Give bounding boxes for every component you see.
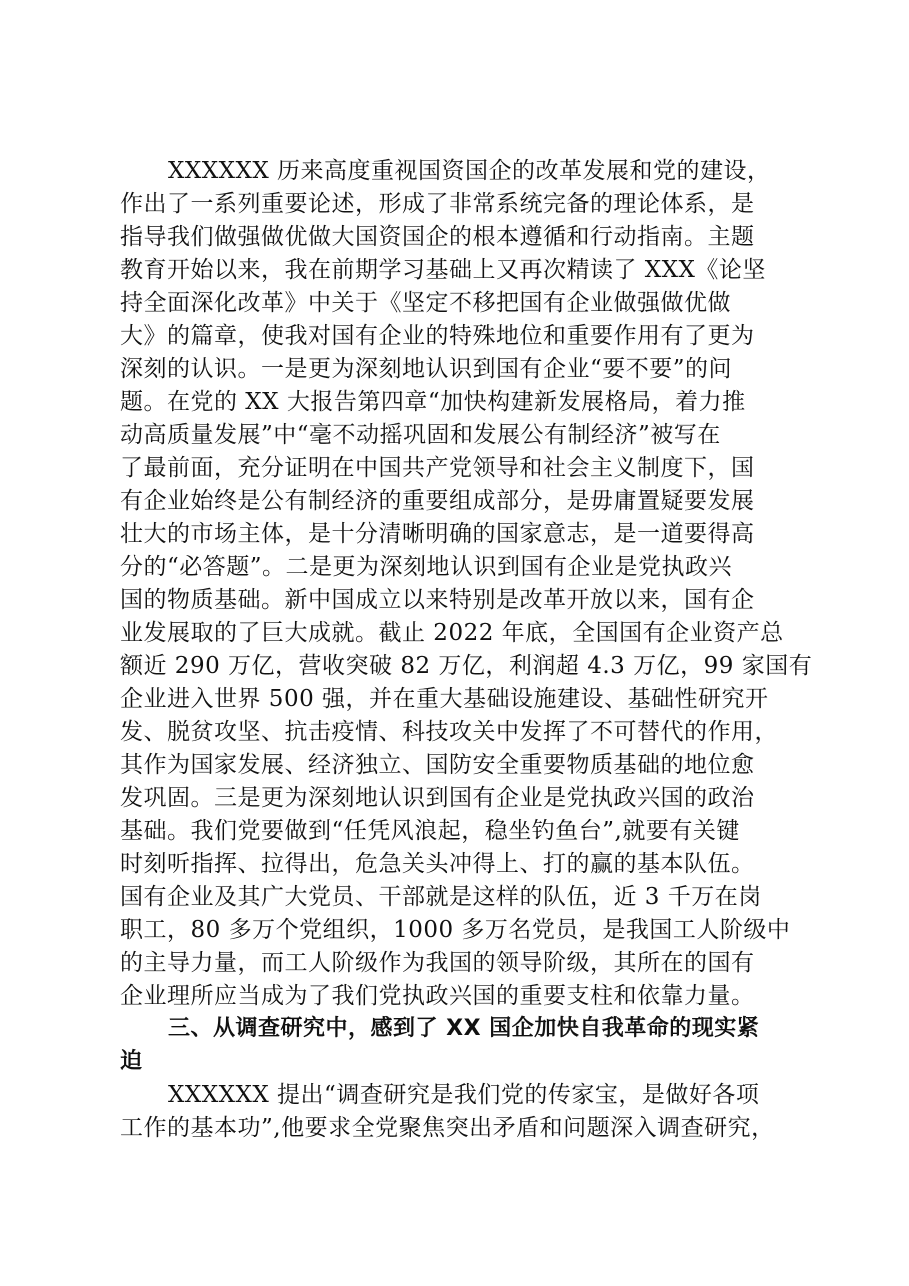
paragraph-1-line: 企业理所应当成为了我们党执政兴国的重要支柱和依靠力量。 [120,983,755,1009]
paragraph-1-line: 职工，80 多万个党组织，1000 多万名党员，是我国工人阶级中 [120,917,791,943]
paragraph-1-line: 持全面深化改革》中关于《坚定不移把国有企业做强做优做 [120,290,731,316]
paragraph-1-line: 大》的篇章，使我对国有企业的特殊地位和重要作用有了更为 [120,323,755,349]
paragraph-1-line: 指导我们做强做优做大国资国企的根本遵循和行动指南。主题 [120,224,755,250]
paragraph-1-line: 国的物质基础。新中国成立以来特别是改革开放以来，国有企 [120,587,755,613]
paragraph-1-line: 发巩固。三是更为深刻地认识到国有企业是党执政兴国的政治 [120,785,755,811]
paragraph-1-line: 作出了一系列重要论述，形成了非常系统完备的理论体系，是 [120,191,755,217]
paragraph-1-line: 额近 290 万亿，营收突破 82 万亿，利润超 4.3 万亿，99 家国有 [120,653,813,679]
paragraph-1-line: 有企业始终是公有制经济的重要组成部分，是毋庸置疑要发展 [120,488,755,514]
paragraph-1-line: 其作为国家发展、经济独立、国防安全重要物质基础的地位愈 [120,752,755,778]
paragraph-1-line: 时刻听指挥、拉得出，危急关头冲得上、打的赢的基本队伍。 [120,851,755,877]
paragraph-1-line: 国有企业及其广大党员、干部就是这样的队伍，近 3 千万在岗 [120,884,762,910]
paragraph-1-line: 深刻的认识。一是更为深刻地认识到国有企业“要不要”的问 [120,356,733,382]
section-heading-line: 三、从调查研究中，感到了 XX 国企加快自我革命的现实紧 [168,1016,760,1041]
paragraph-1-line: 动高质量发展”中“毫不动摇巩固和发展公有制经济”被写在 [120,422,721,448]
paragraph-1-line: 教育开始以来，我在前期学习基础上又再次精读了 XXX《论坚 [120,257,766,283]
paragraph-2-line: XXXXXX 提出“调查研究是我们党的传家宝，是做好各项 [168,1082,760,1108]
paragraph-1-line: 业发展取的了巨大成就。截止 2022 年底，全国国有企业资产总 [120,620,784,646]
paragraph-2-line: 工作的基本功”,他要求全党聚焦突出矛盾和问题深入调查研究， [120,1115,775,1141]
section-heading-line: 迫 [120,1049,143,1074]
paragraph-1-line: 分的“必答题”。二是更为深刻地认识到国有企业是党执政兴 [120,554,733,580]
paragraph-1-line: 的主导力量，而工人阶级作为我国的领导阶级，其所在的国有 [120,950,755,976]
paragraph-1-line: XXXXXX 历来高度重视国资国企的改革发展和党的建设， [168,158,771,184]
paragraph-1-line: 基础。我们党要做到“任凭风浪起，稳坐钓鱼台”,就要有关键 [120,818,740,844]
paragraph-1-line: 了最前面，充分证明在中国共产党领导和社会主义制度下，国 [120,455,755,481]
paragraph-1-line: 题。在党的 XX 大报告第四章“加快构建新发展格局，着力推 [120,389,746,415]
paragraph-1-line: 壮大的市场主体，是十分清晰明确的国家意志，是一道要得高 [120,521,755,547]
paragraph-1-line: 企业进入世界 500 强，并在重大基础设施建设、基础性研究开 [120,686,769,712]
paragraph-1-line: 发、脱贫攻坚、抗击疫情、科技攻关中发挥了不可替代的作用， [120,719,778,745]
